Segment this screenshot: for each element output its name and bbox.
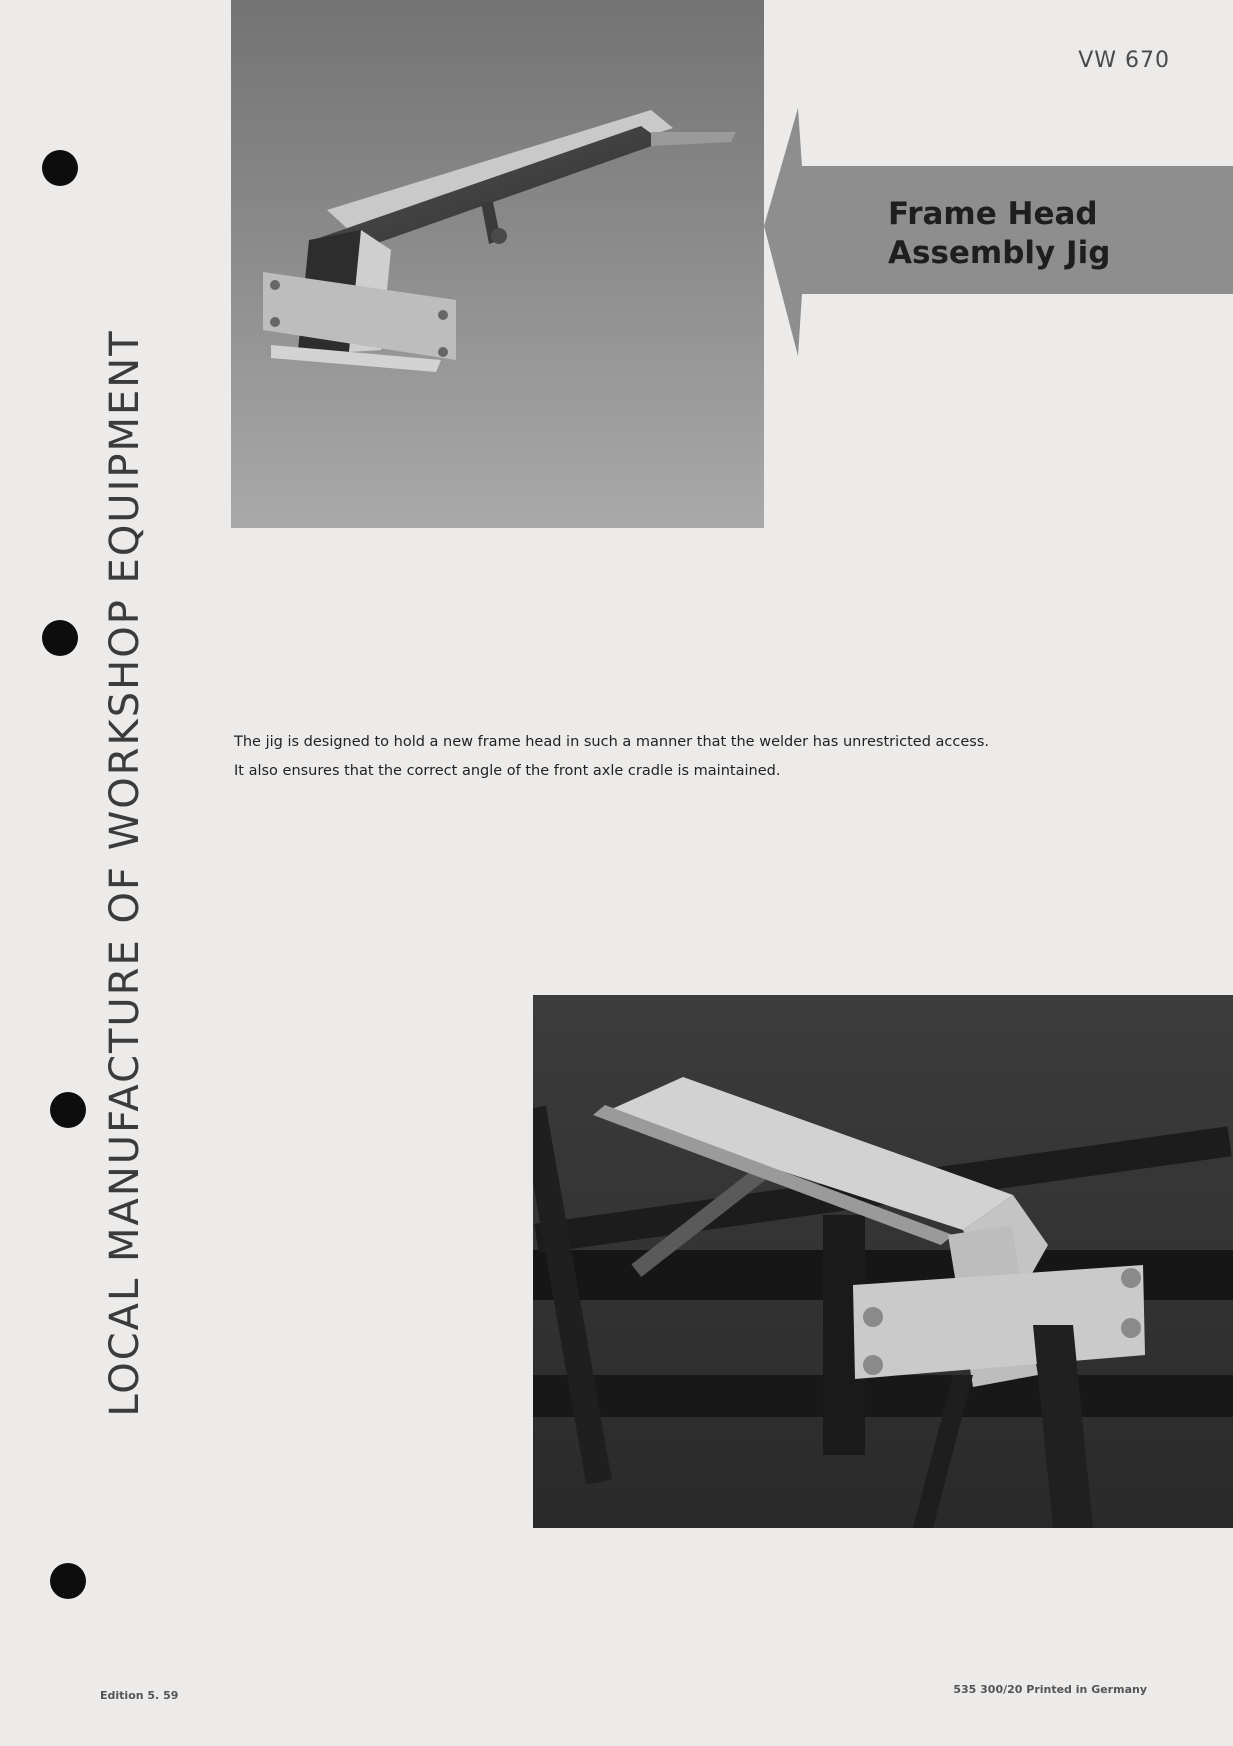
footer-edition: Edition 5. 59 xyxy=(100,1689,179,1702)
description xyxy=(234,728,1114,786)
document-number: VW 670 xyxy=(1078,48,1170,73)
jig-in-use-photo xyxy=(533,995,1233,1528)
jig-photo xyxy=(231,0,764,528)
description-line-2: It also ensures that the correct angle of the front axle cradle is maintained. xyxy=(234,763,781,779)
description-line-1: The jig is designed to hold a new frame head in such a manner that the welder has unrestricted access. xyxy=(234,734,989,750)
side-title: LOCAL MANUFACTURE OF WORKSHOP EQUIPMENT xyxy=(102,329,148,1417)
punch-hole-4 xyxy=(50,1563,86,1599)
page-title xyxy=(888,195,1110,273)
punch-hole-1 xyxy=(42,150,78,186)
footer-print-info: 535 300/20 Printed in Germany xyxy=(953,1683,1147,1696)
page-title-line-2: Assembly Jig xyxy=(888,235,1111,271)
punch-hole-3 xyxy=(50,1092,86,1128)
page-title-line-1: Frame Head xyxy=(888,196,1098,232)
punch-hole-2 xyxy=(42,620,78,656)
